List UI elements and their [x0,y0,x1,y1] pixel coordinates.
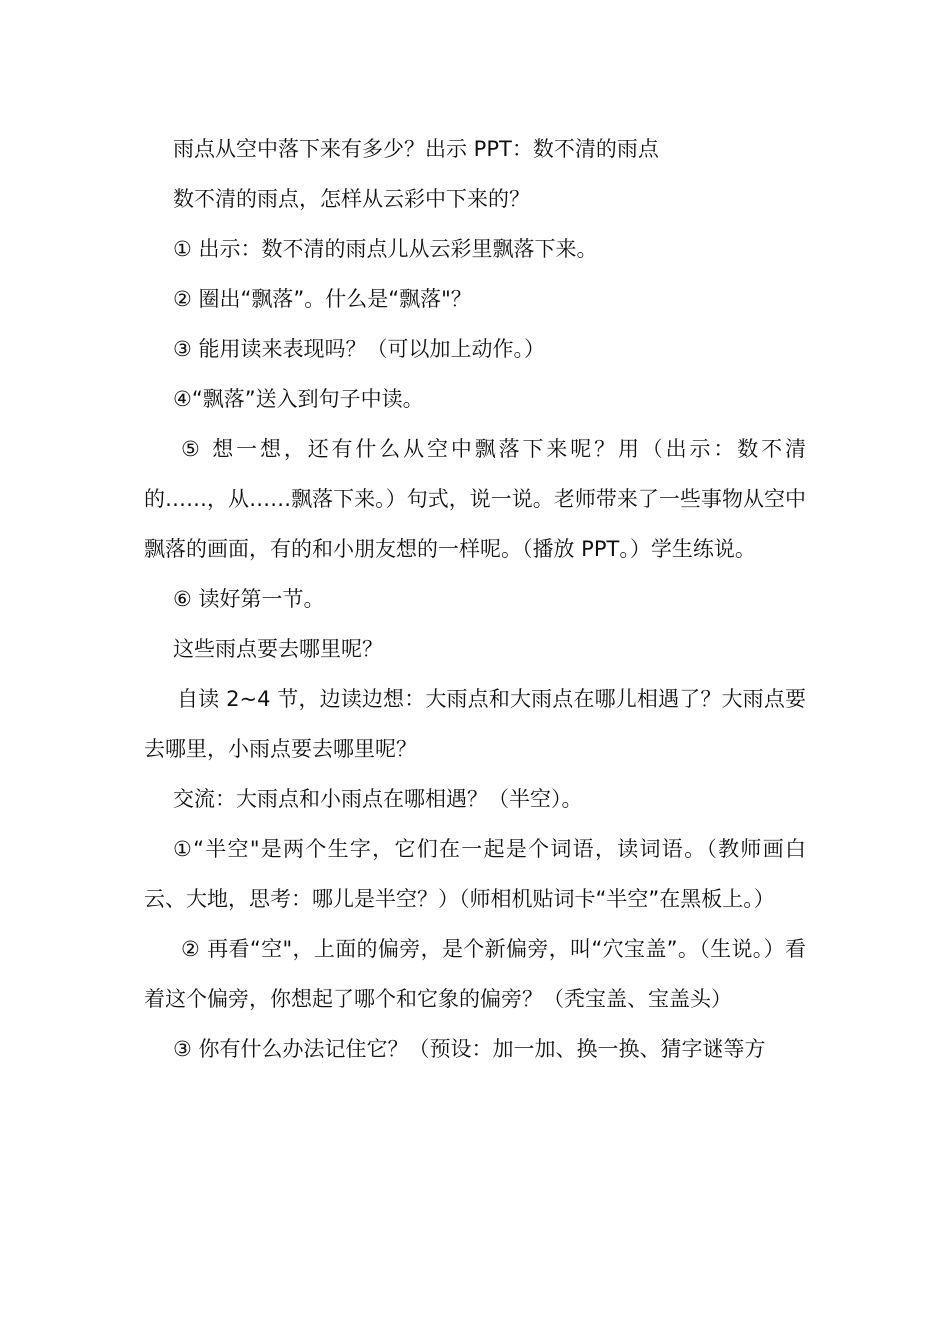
paragraph-1: 雨点从空中落下来有多少？出示 PPT：数不清的雨点 [173,137,659,161]
paragraph-14: ③ 你有什么办法记住它？（预设：加一加、换一换、猜字谜等方 [173,1037,766,1061]
paragraph-3: ① 出示：数不清的雨点儿从云彩里飘落下来。 [173,237,598,261]
paragraph-8: ⑥ 读好第一节。 [173,587,325,611]
paragraph-13: ② 再看“空"，上面的偏旁，是个新偏旁，叫“穴宝盖”。（生说。）看着这个偏旁，你想起了哪个和它象的偏旁？（秃宝盖、宝盖头） [144,937,806,1011]
paragraph-5: ③ 能用读来表现吗？（可以加上动作。） [173,337,545,361]
paragraph-4: ② 圈出“飘落”。什么是“飘落"？ [173,287,472,311]
paragraph-11: 交流：大雨点和小雨点在哪相遇？（半空）。 [173,787,583,811]
paragraph-6: ④“飘落”送入到句子中读。 [173,387,424,411]
paragraph-12: ①“半空"是两个生字，它们在一起是个词语，读词语。（教师画白云、大地，思考：哪儿是半空？）（师相机贴词卡“半空”在黑板上。） [144,837,806,911]
paragraph-2: 数不清的雨点，怎样从云彩中下来的？ [173,187,530,211]
paragraph-9: 这些雨点要去哪里呢？ [173,637,383,661]
paragraph-10: 自读 2~4 节，边读边想：大雨点和大雨点在哪儿相遇了？大雨点要去哪里，小雨点要去哪里呢？ [144,687,806,761]
paragraph-7: ⑤ 想一想，还有什么从空中飘落下来呢？用（出示：数不清的……，从……飘落下来。）句式，说一说。老师带来了一些事物从空中飘落的画面，有的和小朋友想的一样呢。（播放 PPT。）学生练说。 [144,437,806,561]
document-body [144,124,806,1074]
